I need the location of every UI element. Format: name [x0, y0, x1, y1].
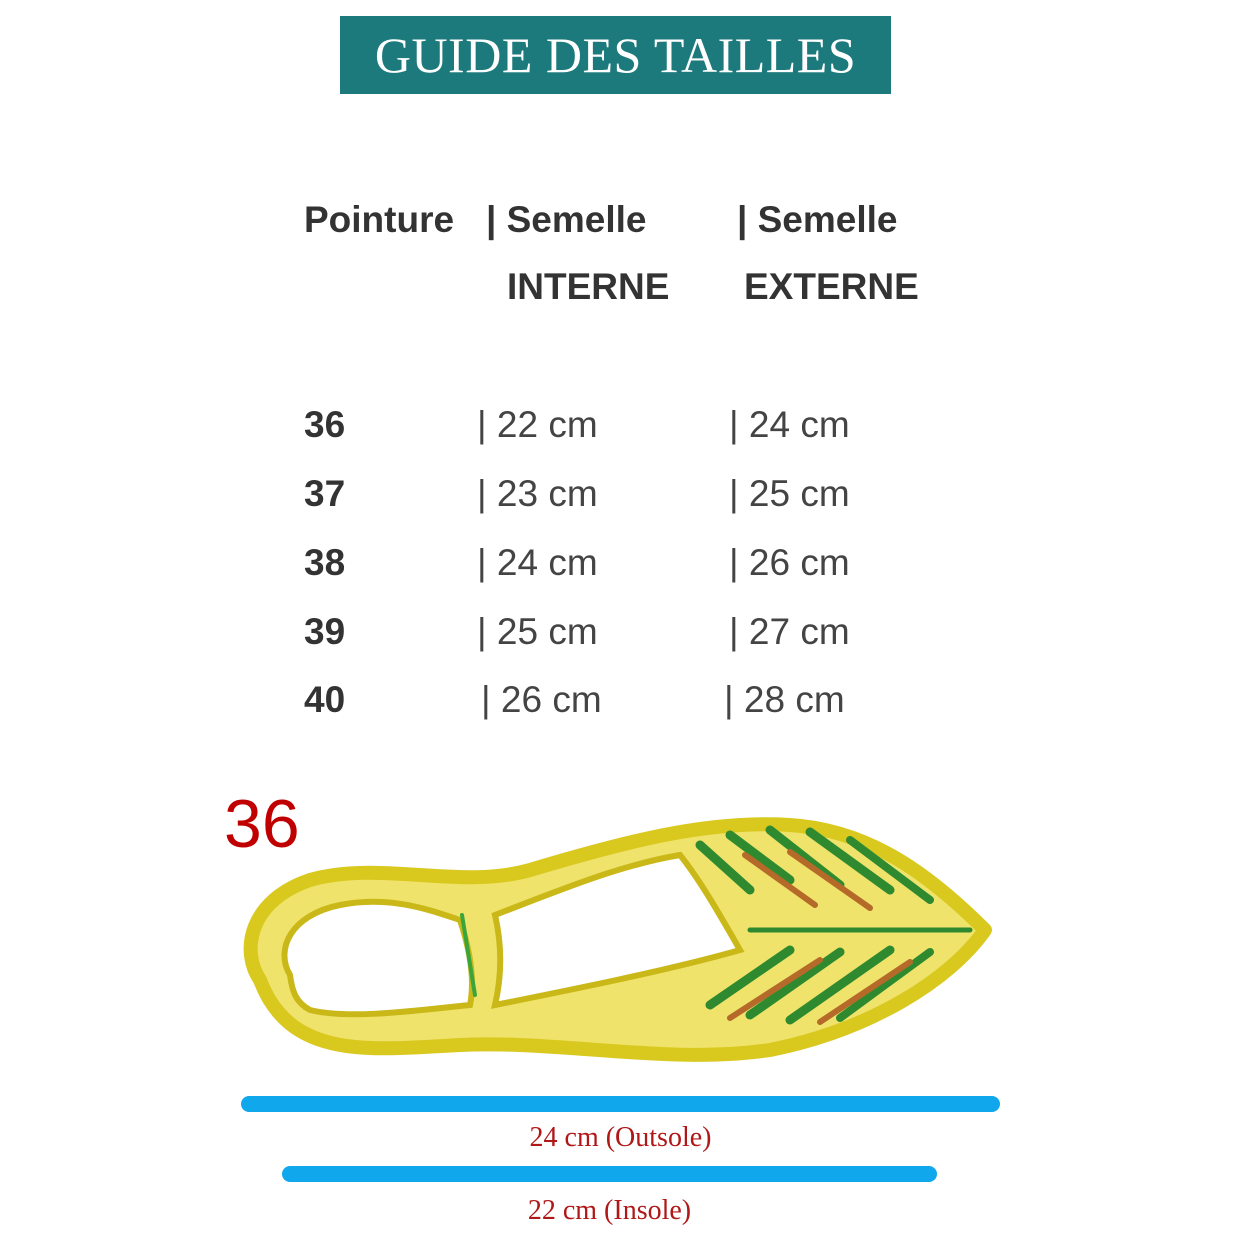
outsole-measure-label: 24 cm (Outsole) [529, 1122, 712, 1153]
header-inner-line1: | Semelle [486, 199, 647, 240]
header-outer-line2: EXTERNE [744, 266, 919, 307]
header-size: Pointure [304, 199, 455, 240]
insole-cell: | 26 cm [481, 679, 602, 720]
size-cell: 39 [304, 611, 346, 652]
size-cell: 36 [304, 404, 346, 445]
insole-cell: | 25 cm [477, 611, 598, 652]
outsole-cell: | 28 cm [724, 679, 845, 720]
outsole-measure-bar [241, 1096, 1000, 1112]
outsole-cell: | 26 cm [729, 542, 850, 583]
size-cell: 40 [304, 679, 346, 720]
insole-cell: | 24 cm [477, 542, 598, 583]
outsole-cell: | 24 cm [729, 404, 850, 445]
illustration-size-label: 36 [224, 786, 300, 862]
insole-cell: | 22 cm [477, 404, 598, 445]
size-cell: 38 [304, 542, 346, 583]
outsole-cell: | 27 cm [729, 611, 850, 652]
insole-cell: | 23 cm [477, 473, 598, 514]
insole-measure-label: 22 cm (Insole) [527, 1195, 692, 1226]
sole-illustration [230, 780, 1000, 1080]
header-inner-line2: INTERNE [507, 266, 670, 307]
outsole-cell: | 25 cm [729, 473, 850, 514]
insole-measure-bar [282, 1166, 937, 1182]
title-banner [340, 16, 891, 94]
heel-opening [284, 902, 472, 1015]
header-outer-line1: | Semelle [737, 199, 898, 240]
size-cell: 37 [304, 473, 346, 514]
page-title: GUIDE DES TAILLES [374, 27, 857, 83]
